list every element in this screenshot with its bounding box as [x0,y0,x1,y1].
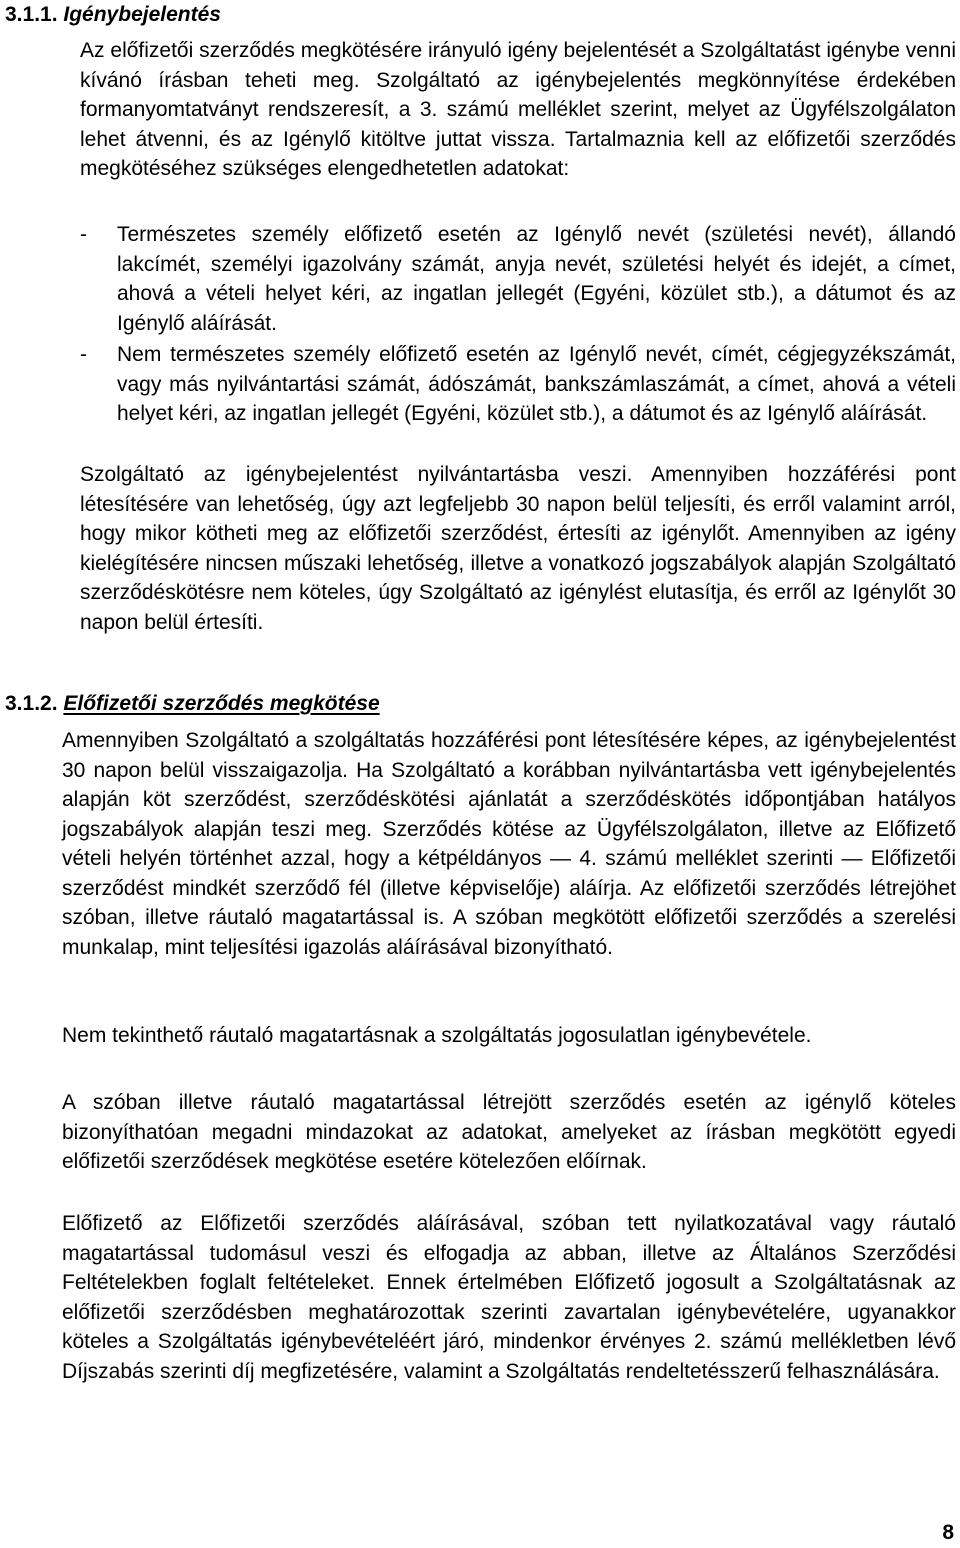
bullet-text: Természetes személy előfizető esetén az Igénylő nevét (születési nevét), állandó lakcímét, személyi igazolvány számát, anyja nevét, születési helyét és idejét, a címet, ahová a vételi helyet kéri, az ingatlan jellegét (Egyéni, közület stb.), a dátumot és az Igénylő aláírását. [117,223,956,335]
section-title: Előfizetői szerződés megkötése [63,692,380,715]
bullet-dash: - [80,343,87,366]
section-title: Igénybejelentés [63,3,221,26]
section-heading-3-1-1 [5,0,221,30]
section-heading-3-1-2 [5,689,380,719]
bullet-text: Nem természetes személy előfizető esetén az Igénylő nevét, címét, cégjegyzékszámát, vagy más nyilvántartási számát, ádószámát, bankszámlaszámát, a címet, ahová a vételi helyet kéri, az ingatlan jellegét (Egyéni, közület stb.), a dátumot és az Igénylő aláírását. [117,343,956,425]
section-2-paragraph-1: Amennyiben Szolgáltató a szolgáltatás hozzáférési pont létesítésére képes, az igénybejelentést 30 napon belül visszaigazolja. Ha Szolgáltató a korábban nyilvántartásba vett igénybejelentés alapján köt szerződést, szerződéskötési ajánlatát a szerződéskötés időpontjában hatályos jogszabályok alapján teszi meg. Szerződés kötése az Ügyfélszolgálaton, illetve az Előfizető vételi helyén történhet azzal, hogy a kétpéldányos — 4. számú melléklet szerinti — Előfizetői szerződést mindkét szerződő fél (illetve képviselője) aláírja. Az előfizetői szerződés létrejöhet szóban, illetve ráutaló magatartással is. A szóban megkötött előfizetői szerződés a szerelési munkalap, mint teljesítési igazolás aláírásával bizonyítható. [62,729,956,959]
page-number: 8 [942,1521,954,1544]
bullet-item-natural-person [80,220,956,338]
section-2-paragraph-4: Előfizető az Előfizetői szerződés aláírásával, szóban tett nyilatkozatával vagy ráutaló magatartással tudomásul veszi és elfogadja az abban, illetve az Általános Szerződési Feltételekben foglalt feltételeket. Ennek értelmében Előfizető jogosult a Szolgáltatásnak az előfizetői szerződésben meghatározottak szerinti zavartalan igénybevételére, ugyanakkor köteles a Szolgáltatás igénybevételéért járó, mindenkor érvényes 2. számú mellékletben lévő Díjszabás szerinti díj megfizetésére, valamint a Szolgáltatás rendeltetésszerű felhasználására. [62,1212,956,1383]
bullet-dash: - [80,223,87,246]
section-number: 3.1.2. [5,692,58,715]
section-1-paragraph-2: Szolgáltató az igénybejelentést nyilvántartásba veszi. Amennyiben hozzáférési pont létesítésére van lehetőség, úgy azt legfeljebb 30 napon belül teljesíti, és erről valamint arról, hogy mikor kötheti meg az előfizetői szerződést, értesíti az igénylőt. Amennyiben az igény kielégítésére nincsen műszaki lehetőség, illetve a vonatkozó jogszabályok alapján Szolgáltató szerződéskötésre nem köteles, úgy Szolgáltató az igénylést elutasítja, és erről az Igénylőt 30 napon belül értesíti. [80,463,956,634]
bullet-item-legal-person [80,340,956,429]
section-2-paragraph-2: Nem tekinthető ráutaló magatartásnak a szolgáltatás jogosulatlan igénybevétele. [62,1024,812,1047]
section-1-paragraph-1: Az előfizetői szerződés megkötésére irányuló igény bejelentését a Szolgáltatást igénybe venni kívánó írásban teheti meg. Szolgáltató az igénybejelentés megkönnyítése érdekében formanyomtatványt rendszeresít, a 3. számú melléklet szerint, melyet az Ügyfélszolgálaton lehet átvenni, és az Igénylő kitöltve juttat vissza. Tartalmaznia kell az előfizetői szerződés megkötéséhez szükséges elengedhetetlen adatokat: [80,39,956,180]
section-number: 3.1.1. [5,3,58,26]
section-2-paragraph-3: A szóban illetve ráutaló magatartással létrejött szerződés esetén az igénylő köteles bizonyíthatóan megadni mindazokat az adatokat, amelyeket az írásban megkötött egyedi előfizetői szerződések megkötése esetére kötelezően előírnak. [62,1091,956,1173]
